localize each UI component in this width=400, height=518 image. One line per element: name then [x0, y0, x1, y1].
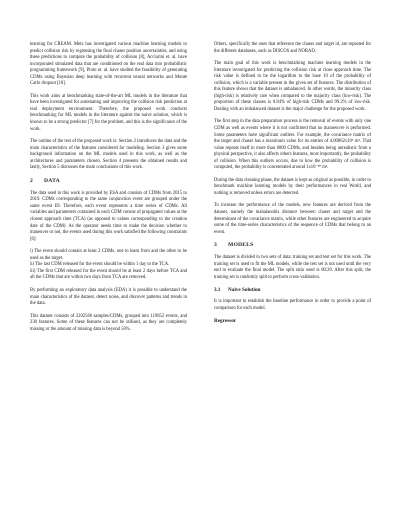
section-heading-models: [214, 242, 371, 249]
models-paragraph-split: The dataset is divided in two sets of data: training set and test set for this work. The training set is used to fit the ML models, while the test set is not used until the very end to evaluate the final model. The split ratio used is 80:20. After this split, the training set is randomly split to perform cross-validation.: [214, 255, 371, 280]
section-title: MODELS: [228, 242, 254, 249]
data-paragraph-source: The data used in this work is provided by ESA and consists of CDMs from 2015 to 2019. CDMs corresponding to the same conjunction event are grouped under the same event ID. Therefore, each event represents a time series of CDMs. All variables and parameters contained in each CDM consist of propagated values at the closest approach time (TCA) (as opposed to values corresponding to the creation date of the CDM). As the operator needs time to make the decision whether to maneuver or not, the events used during this work satisfied the following constraints [6]:: [30, 190, 187, 242]
constraint-item-1: i) The event should contain at least 2 CDMs, one to learn from and the other to be used as the target.: [30, 249, 187, 261]
section-title: DATA: [44, 177, 60, 184]
subsection-title: Naive Solution: [228, 287, 261, 294]
data-paragraph-eda: By performing an exploratory data analysis (EDA) it is possible to understand the main characteristics of the dataset, detect noise, and discover patterns and trends in the data.: [30, 287, 187, 307]
data-paragraph-preparation: The first step in the data preparation process is the removal of events with only one CDM as well as events where it is not confirmed that no manoeuvre is performed. Some parameters have significant outliers. For example, the covariance matrix of the target and chaser has a maximum value for its entries of 4.00862x10⁵ m². That value repeats itself in more than 6000 CDMs, and besides being unrealistic from a physical perspective, it also affects others features, most importantly, the probability of collision. When this outliers occurs, due to how the probability of collision is computed, the probability is concentrated around 1x10⁻³⁰ m².: [214, 119, 371, 171]
data-paragraph-features: To increase the performance of the models, new features are derived from the dataset, namely the mahalanobis distance between chaser and target and the determinant of the covariance matrix, while other features are engineered to acquire some of the time-series characteristics of the sequence of CDMs that belong to an event.: [214, 203, 371, 235]
intro-paragraph-outline: The outline of the rest of the proposed work is: Section 2 introduces the data and the main characteristics of the features considered for modeling. Section 3 gives some background information on the ML models used in this work, as well as the architectures and parameters chosen. Section 4 presents the obtained results and lastly, Section 5 discusses the main conclusions of this work.: [30, 139, 187, 171]
intro-paragraph-related-work: learning for CREAM. Metz has investigated various machine learning models to predict collision risk by regressing the final chaser position uncertainties, and using these predictions to compute the probability of collision [8], Acciarini et. al. have incorporated simulated data that are conditioned on the real data into probabilistic programming framework [9], Pinto et. al. have studied the feasibility of generating CDMs using Bayesian deep learning with recurrent neural networks and Monte Carlo dropout [10].: [30, 42, 187, 87]
data-paragraph-repeated-ids: Others, specifically the ones that reference the chaser and target id, are repeated for the different databases, such as DISCOS and NORAD.: [214, 42, 371, 54]
data-paragraph-cleaning: During the data cleaning phase, the dataset is kept as original as possible, in order to benchmark machine learning models by their performances in real World, and nothing is removed unless errors are detected.: [214, 177, 371, 196]
right-column: [214, 42, 371, 330]
data-paragraph-size: This dataset consists of 2202566 samples/CDMs, grouped into 119852 events, and 230 features. Some of these features can not be utilised, as they are completely missing or the amount of missing data is beyond 50%.: [30, 313, 187, 332]
constraint-item-3: iii) The first CDM released for the event should be at least 2 days before TCA and all the CDMs that are within two days from TCA are removed.: [30, 268, 187, 281]
left-column: [30, 42, 187, 339]
naive-paragraph-baseline: It is important to establish the baseline performance in order to provide a point of comparison for each model.: [214, 299, 371, 311]
intro-paragraph-aim: This work aims at benchmarking state-of-the-art ML models in the literature that have been investigated for automating and improving the collision risk prediction at real deployment environment. Therefore, the proposed work conducts benchmarking for ML models in the literature against the naive solution, which is known to be a strong predictor [7] for the problem, and this is the significance of the work.: [30, 93, 187, 132]
subsection-number: 3.1: [214, 287, 221, 294]
subsection-heading-naive: [214, 287, 371, 294]
data-paragraph-goal: The main goal of this work is benchmarking machine learning models in the literature investigated for predicting the collision risk at close approach time. The risk value is defined to be the logarithm to the base 10 of the probability of collision, which is a variable present in the given set of features. The distribution of this feature shows that the dataset is unbalanced. In other words, the minority class (high-risk) is relatively rare when compared to the majority class (low-risk). The proportion of these classes is 0.84% of high-risk CDMs and 99.2% of low-risk. Dealing with an imbalanced dataset is the major challenge for the proposed work.: [214, 61, 371, 112]
section-number: 3: [214, 242, 217, 249]
section-number: 2: [30, 177, 33, 184]
subsubsection-heading-regressor: Regressor: [214, 318, 237, 325]
section-heading-data: [30, 178, 187, 185]
constraint-item-2: ii) The last CDM released for the event should be within 1 day to the TCA.: [30, 262, 170, 268]
